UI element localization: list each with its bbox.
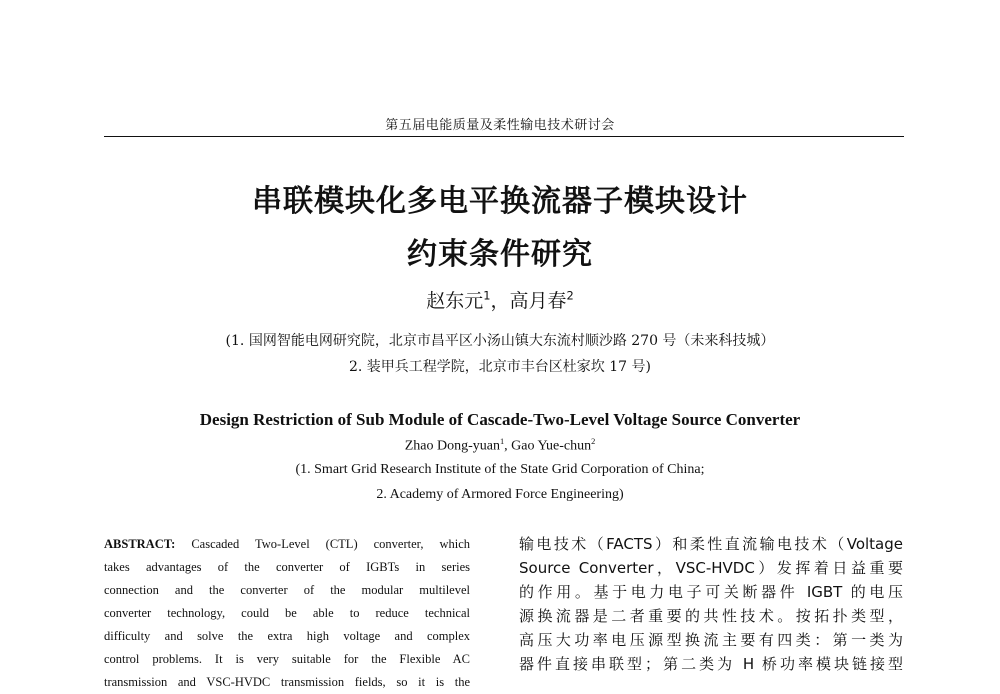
abstract-line: control problems. It is very suitable for the Flexible AC — [104, 652, 470, 666]
affiliation-en-2: 2. Academy of Armored Force Engineering) — [376, 487, 624, 502]
abstract-line: converter technology, could be able to reduce technical — [104, 606, 470, 620]
abstract-line: takes advantages of the converter of IGBTs in series — [104, 560, 470, 574]
abstract-line: difficulty and solve the extra high voltage and complex — [104, 629, 470, 643]
authors-en — [0, 437, 1000, 455]
affiliation-en-1: (1. Smart Grid Research Institute of the State Grid Corporation of China; — [295, 462, 705, 477]
author-en-2-affil: 2 — [591, 437, 596, 446]
title-cn-line-1: 串联模块化多电平换流器子模块设计 — [252, 184, 748, 219]
body-line: 高压大功率电压源型换流主要有四类：第一类为 — [519, 631, 903, 649]
abstract-line — [104, 533, 470, 556]
authors-cn — [0, 286, 1000, 313]
body-line: 源换流器是二者重要的共性技术。按拓扑类型， — [519, 607, 903, 625]
abstract-line: transmission and VSC-HVDC transmission fields, so it is the — [104, 675, 470, 689]
abstract-column — [104, 533, 470, 694]
author-en-1: Zhao Dong-yuan — [404, 438, 500, 454]
abstract-label: ABSTRACT: — [104, 537, 176, 551]
author-en-2: Gao Yue-chun — [511, 438, 592, 454]
abstract-line: connection and the converter of the modular multilevel — [104, 583, 470, 597]
author-en-1-affil: 1 — [499, 437, 505, 446]
affiliation-cn-1: (1. 国网智能电网研究院，北京市昌平区小汤山镇大东流村顺沙路 270 号（未来科技城） — [225, 333, 775, 349]
title-en: Design Restriction of Sub Module of Cascade-Two-Level Voltage Source Converter — [199, 410, 801, 429]
title-cn-line-2: 约束条件研究 — [407, 237, 593, 272]
author-cn-2: 高月春 — [509, 290, 567, 312]
affiliation-cn-2: 2. 装甲兵工程学院，北京市丰台区杜家坎 17 号) — [349, 359, 651, 375]
abstract-first-line: Cascaded Two-Level (CTL) converter, which — [175, 537, 470, 551]
author-en-separator: , — [504, 438, 512, 454]
header-divider — [104, 136, 904, 137]
body-column-cn — [519, 532, 903, 676]
author-separator: ， — [490, 290, 510, 312]
author-cn-2-affil: 2 — [566, 288, 574, 303]
body-line: 器件直接串联型；第二类为 H 桥功率模块链接型 — [519, 655, 903, 673]
body-line: 输电技术（FACTS）和柔性直流输电技术（Voltage — [519, 535, 903, 553]
author-cn-1-affil: 1 — [483, 288, 491, 303]
body-line: 的作用。基于电力电子可关断器件 IGBT 的电压 — [519, 583, 903, 601]
author-cn-1: 赵东元 — [426, 290, 484, 312]
body-line: Source Converter，VSC-HVDC）发挥着日益重要 — [519, 559, 903, 577]
conference-header: 第五届电能质量及柔性输电技术研讨会 — [385, 118, 615, 133]
